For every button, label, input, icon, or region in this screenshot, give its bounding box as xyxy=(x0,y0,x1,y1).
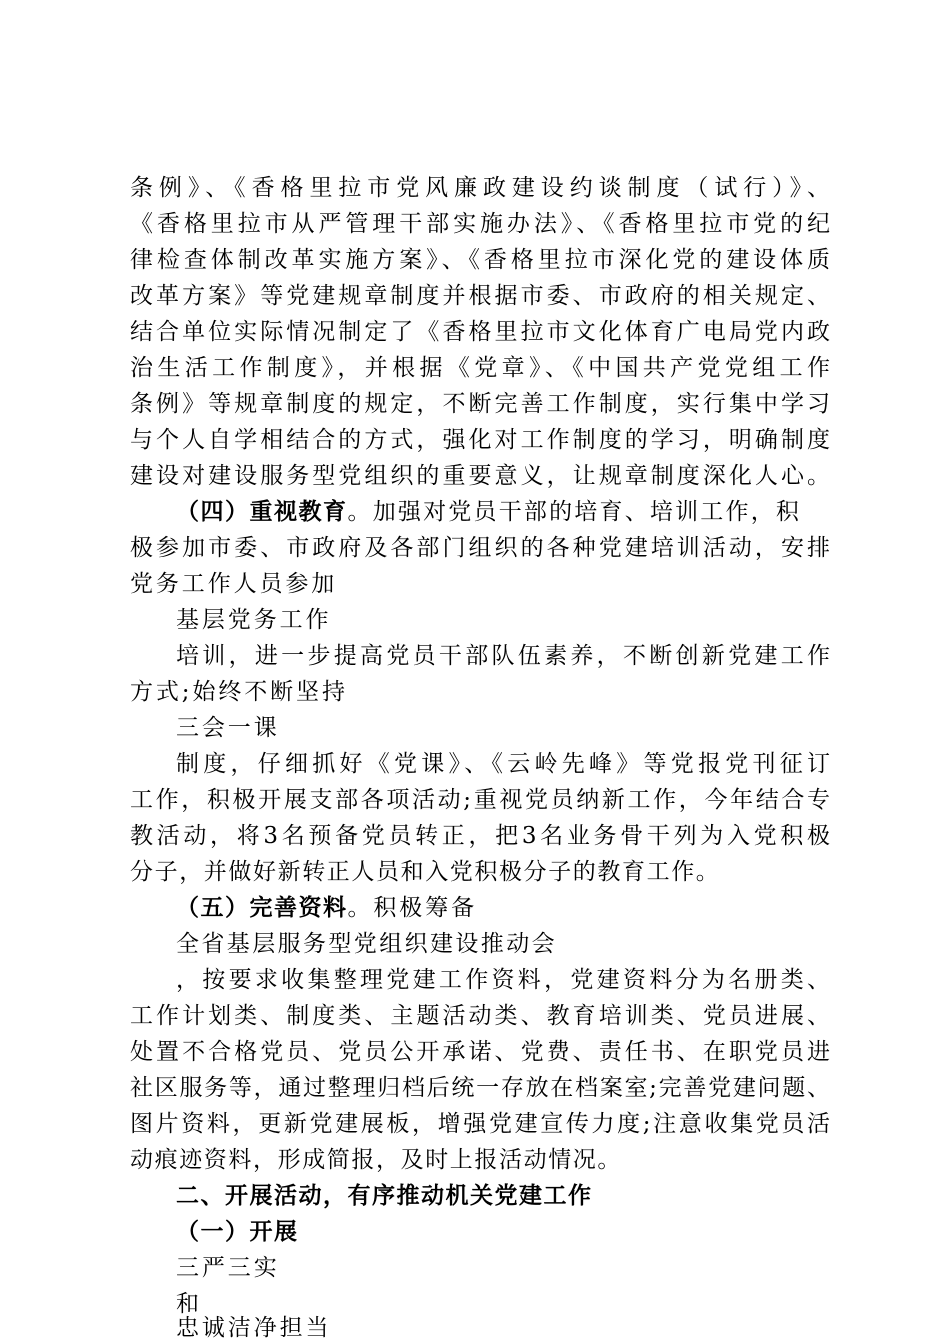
quoted-term: 三会一课 xyxy=(176,715,280,741)
quoted-term: 三严三实 xyxy=(176,1255,280,1281)
paragraph-line: 教活动，将3名预备党员转正，把3名业务骨干列为入党积极 xyxy=(130,823,830,849)
paragraph-line: 建设对建设服务型党组织的重要意义，让规章制度深化人心。 xyxy=(130,463,830,489)
paragraph-line: 方式;始终不断坚持 xyxy=(130,679,348,705)
paragraph-line: 图片资料，更新党建展板，增强党建宣传力度;注意收集党员活 xyxy=(130,1111,830,1137)
section-4-heading: （四）重视教育 xyxy=(176,499,348,525)
paragraph-line: 改革方案》等党建规章制度并根据市委、市政府的相关规定、 xyxy=(130,283,830,309)
quoted-term: 基层党务工作 xyxy=(176,607,332,633)
section-5-heading: （五）完善资料 xyxy=(176,895,348,921)
paragraph-line: 律检查体制改革实施方案》、《香格里拉市深化党的建设体质 xyxy=(130,247,830,273)
paragraph-line: 结合单位实际情况制定了《香格里拉市文化体育广电局党内政 xyxy=(130,319,830,345)
paragraph-line: 与个人自学相结合的方式，强化对工作制度的学习，明确制度 xyxy=(130,427,830,453)
paragraph-line: 治生活工作制度》，并根据《党章》、《中国共产党党组工作 xyxy=(130,355,830,381)
section-4-text: 。加强对党员干部的培育、培训工作，积 xyxy=(347,499,802,525)
paragraph-line: ，按要求收集整理党建工作资料，党建资料分为名册类、 xyxy=(176,967,830,993)
paragraph-line: 工作，积极开展支部各项活动;重视党员纳新工作，今年结合专 xyxy=(130,787,830,813)
section-5-text: 。积极筹备 xyxy=(347,895,477,921)
section-4-first-line xyxy=(176,497,830,527)
quoted-term: 全省基层服务型党组织建设推动会 xyxy=(176,931,557,957)
section-5-first-line xyxy=(176,893,830,923)
paragraph-line: 条例》、《香格里拉市党风廉政建设约谈制度（试行）》、 xyxy=(130,175,830,201)
part-2-heading: 二、开展活动，有序推动机关党建工作 xyxy=(176,1183,593,1209)
paragraph-line: 社区服务等，通过整理归档后统一存放在档案室;完善党建问题、 xyxy=(130,1075,830,1101)
paragraph-line: 极参加市委、市政府及各部门组织的各种党建培训活动，安排 xyxy=(130,535,830,561)
part-2-subheading: （一）开展 xyxy=(176,1219,299,1245)
paragraph-line: 工作计划类、制度类、主题活动类、教育培训类、党员进展、 xyxy=(130,1003,830,1029)
paragraph-line: 制度，仔细抓好《党课》、《云岭先峰》等党报党刊征订 xyxy=(176,751,830,777)
paragraph-line: 处置不合格党员、党员公开承诺、党费、责任书、在职党员进 xyxy=(130,1039,830,1065)
quoted-term: 忠诚洁净担当 xyxy=(176,1315,332,1341)
paragraph-line: 《香格里拉市从严管理干部实施办法》、《香格里拉市党的纪 xyxy=(130,211,830,237)
paragraph-line: 和 xyxy=(176,1291,202,1317)
paragraph-line: 党务工作人员参加 xyxy=(130,571,338,597)
paragraph-line: 动痕迹资料，形成简报，及时上报活动情况。 xyxy=(130,1147,622,1173)
paragraph-line: 培训，进一步提高党员干部队伍素养，不断创新党建工作 xyxy=(176,643,830,669)
paragraph-line: 分子，并做好新转正人员和入党积极分子的教育工作。 xyxy=(130,859,721,885)
paragraph-line: 条例》等规章制度的规定，不断完善工作制度，实行集中学习 xyxy=(130,391,830,417)
